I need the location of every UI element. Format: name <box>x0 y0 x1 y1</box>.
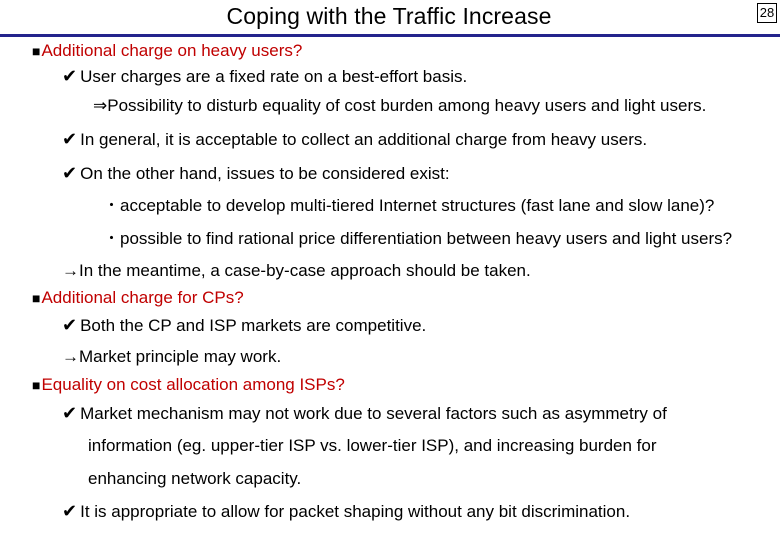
list-item: →Market principle may work. <box>62 347 282 366</box>
list-item: ✔ It is appropriate to allow for packet shaping without any bit discrimination. <box>62 501 631 521</box>
check-icon: ✔ <box>62 66 78 86</box>
list-item: ✔ Market mechanism may not work due to several factors such as asymmetry of <box>62 403 667 423</box>
list-item: ⇒Possibility to disturb equality of cost burden among heavy users and light users. <box>93 96 707 115</box>
check-icon: ✔ <box>62 315 78 335</box>
list-item: ✔ In general, it is acceptable to collect an additional charge from heavy users. <box>62 129 648 149</box>
square-bullet-icon: ■ <box>32 43 41 59</box>
list-item: ・acceptable to develop multi-tiered Internet structures (fast lane and slow lane)? <box>103 196 715 215</box>
list-item: →In the meantime, a case-by-case approach should be taken. <box>62 261 531 280</box>
list-item: ・possible to find rational price differentiation between heavy users and light users? <box>103 229 733 248</box>
title-divider <box>0 34 780 37</box>
page-number: 28 <box>757 3 777 23</box>
section-heading-cps: ■Additional charge for CPs? <box>32 288 244 307</box>
check-icon: ✔ <box>62 163 78 183</box>
section-heading-heavy-users: ■Additional charge on heavy users? <box>32 41 303 60</box>
list-item: enhancing network capacity. <box>88 469 302 488</box>
slide-title: Coping with the Traffic Increase <box>226 3 552 29</box>
check-icon: ✔ <box>62 501 78 521</box>
list-item: information (eg. upper-tier ISP vs. lower-tier ISP), and increasing burden for <box>88 436 657 455</box>
list-item: ✔ Both the CP and ISP markets are competitive. <box>62 315 427 335</box>
section-heading-isps: ■Equality on cost allocation among ISPs? <box>32 375 345 394</box>
list-item: ✔ User charges are a fixed rate on a best-effort basis. <box>62 66 468 86</box>
list-item: ✔ On the other hand, issues to be considered exist: <box>62 163 450 183</box>
check-icon: ✔ <box>62 403 78 423</box>
check-icon: ✔ <box>62 129 78 149</box>
square-bullet-icon: ■ <box>32 377 41 393</box>
square-bullet-icon: ■ <box>32 290 41 306</box>
